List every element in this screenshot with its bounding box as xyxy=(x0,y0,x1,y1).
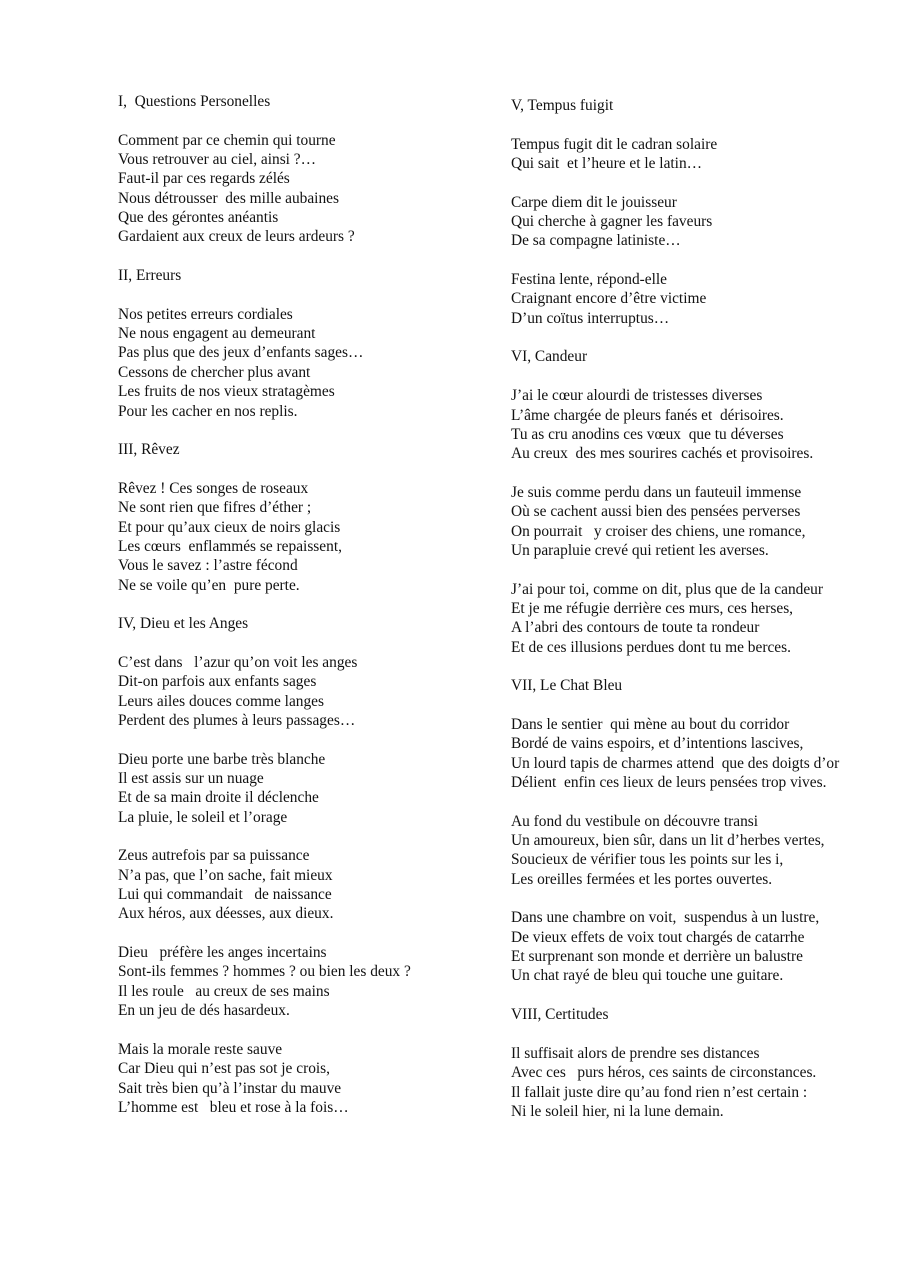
poem-line: Soucieux de vérifier tous les points sur les i, xyxy=(511,851,784,869)
poem-section xyxy=(118,440,490,595)
poem-line: Mais la morale reste sauve xyxy=(118,1040,283,1058)
poem-line: Leurs ailes douces comme langes xyxy=(118,692,324,710)
poem-line: J’ai le cœur alourdi de tristesses diverses xyxy=(511,387,763,405)
poem-line: Et surprenant son monde et derrière un balustre xyxy=(511,948,803,966)
poem-stanza xyxy=(511,135,891,174)
poem-line: Bordé de vains espoirs, et d’intentions lascives, xyxy=(511,735,804,753)
poem-line: L’homme est bleu et rose à la fois… xyxy=(118,1098,349,1116)
poem-stanza xyxy=(118,131,490,247)
poem-line: La pluie, le soleil et l’orage xyxy=(118,808,288,826)
poem-title: V, Tempus fuigit xyxy=(511,97,614,114)
poem-line: Dit-on parfois aux enfants sages xyxy=(118,673,317,691)
poem-line: Vous retrouver au ciel, ainsi ?… xyxy=(118,151,317,169)
poem-line: Nous détrousser des mille aubaines xyxy=(118,189,339,207)
poem-line: Dans une chambre on voit, suspendus à un lustre, xyxy=(511,909,820,927)
poem-line: Au fond du vestibule on découvre transi xyxy=(511,812,759,830)
poem-line: Nos petites erreurs cordiales xyxy=(118,305,293,323)
poem-line: Lui qui commandait de naissance xyxy=(118,886,332,904)
poem-stanza xyxy=(511,193,891,251)
left-column xyxy=(118,92,490,1117)
poem-stanza xyxy=(511,580,891,657)
poem-line: Cessons de chercher plus avant xyxy=(118,363,311,381)
poem-title: IV, Dieu et les Anges xyxy=(118,615,249,633)
poem-title: VIII, Certitudes xyxy=(511,1006,609,1024)
poem-line: Les cœurs enflammés se repaissent, xyxy=(118,537,342,555)
poem-line: On pourrait y croiser des chiens, une romance, xyxy=(511,522,806,540)
poem-line: Un chat rayé de bleu qui touche une guitare. xyxy=(511,967,784,985)
poem-stanza xyxy=(118,943,490,1020)
poem-line: Aux héros, aux déesses, aux dieux. xyxy=(118,905,334,923)
poem-section xyxy=(118,614,490,1117)
poem-stanza xyxy=(511,908,891,985)
poem-line: Comment par ce chemin qui tourne xyxy=(118,131,336,149)
poem-stanza xyxy=(118,305,490,421)
poem-line: Et pour qu’aux cieux de noirs glacis xyxy=(118,518,341,536)
poem-title: VI, Candeur xyxy=(511,348,588,366)
poem-stanza xyxy=(118,653,490,730)
poem-stanza xyxy=(118,846,490,923)
poem-line: J’ai pour toi, comme on dit, plus que de la candeur xyxy=(511,580,824,598)
poem-section xyxy=(511,676,891,986)
poem-title: VII, Le Chat Bleu xyxy=(511,677,623,695)
poem-line: Dieu préfère les anges incertains xyxy=(118,944,327,962)
poem-title: I, Questions Personelles xyxy=(118,93,271,110)
poem-line: Ne se voile qu’en pure perte. xyxy=(118,576,300,594)
poem-line: Il les roule au creux de ses mains xyxy=(118,982,330,1000)
poem-line: C’est dans l’azur qu’on voit les anges xyxy=(118,653,358,671)
poem-line: En un jeu de dés hasardeux. xyxy=(118,1002,290,1020)
poem-line: Je suis comme perdu dans un fauteuil immense xyxy=(511,483,802,501)
poem-line: Rêvez ! Ces songes de roseaux xyxy=(118,479,309,497)
poem-line: Tempus fugit dit le cadran solaire xyxy=(511,135,718,153)
poem-title: III, Rêvez xyxy=(118,441,180,459)
poem-line: Et je me réfugie derrière ces murs, ces herses, xyxy=(511,599,794,617)
poem-line: Pas plus que des jeux d’enfants sages… xyxy=(118,344,364,362)
poem-line: N’a pas, que l’on sache, fait mieux xyxy=(118,866,333,884)
poem-line: L’âme chargée de pleurs fanés et dérisoires. xyxy=(511,406,784,424)
poem-line: Ne nous engagent au demeurant xyxy=(118,325,316,343)
poem-stanza xyxy=(511,483,891,560)
poem-section xyxy=(118,92,490,247)
poem-line: Qui sait et l’heure et le latin… xyxy=(511,155,703,173)
poem-stanza xyxy=(118,1040,490,1117)
poem-line: Ne sont rien que fifres d’éther ; xyxy=(118,499,312,517)
poem-title: II, Erreurs xyxy=(118,267,182,285)
poem-line: Un amoureux, bien sûr, dans un lit d’herbes vertes, xyxy=(511,832,825,850)
poem-line: Et de sa main droite il déclenche xyxy=(118,789,319,807)
poem-section xyxy=(118,266,490,421)
poem-line: A l’abri des contours de toute ta rondeur xyxy=(511,619,760,637)
poem-line: De vieux effets de voix tout chargés de catarrhe xyxy=(511,928,805,946)
poem-line: Carpe diem dit le jouisseur xyxy=(511,193,677,211)
poem-line: Faut-il par ces regards zélés xyxy=(118,170,290,188)
poem-stanza xyxy=(118,750,490,827)
poem-line: Délient enfin ces lieux de leurs pensées trop vives. xyxy=(511,774,827,792)
poem-line: Il suffisait alors de prendre ses distances xyxy=(511,1044,760,1062)
poem-stanza xyxy=(511,812,891,889)
poem-line: Zeus autrefois par sa puissance xyxy=(118,847,310,865)
poem-line: Vous le savez : l’astre fécond xyxy=(118,557,298,575)
poem-line: Où se cachent aussi bien des pensées perverses xyxy=(511,503,801,521)
poem-line: Dieu porte une barbe très blanche xyxy=(118,750,326,768)
poem-line: Sont-ils femmes ? hommes ? ou bien les deux ? xyxy=(118,963,411,981)
poem-line: De sa compagne latiniste… xyxy=(511,232,681,250)
right-column xyxy=(511,96,891,1121)
poem-line: Car Dieu qui n’est pas sot je crois, xyxy=(118,1060,331,1078)
poem-stanza xyxy=(511,386,891,463)
poem-line: Ni le soleil hier, ni la lune demain. xyxy=(511,1102,724,1120)
poem-section xyxy=(511,96,891,328)
poem-line: Il est assis sur un nuage xyxy=(118,770,264,788)
poem-line: Festina lente, répond-elle xyxy=(511,271,667,289)
poem-line: Les fruits de nos vieux stratagèmes xyxy=(118,383,335,401)
poem-line: Perdent des plumes à leurs passages… xyxy=(118,712,356,729)
poem-section xyxy=(511,1005,891,1121)
poem-stanza xyxy=(118,479,490,595)
poem-line: Un parapluie crevé qui retient les averses. xyxy=(511,541,769,559)
poem-stanza xyxy=(511,270,891,328)
poem-line: Dans le sentier qui mène au bout du corridor xyxy=(511,716,790,733)
poem-line: Gardaient aux creux de leurs ardeurs ? xyxy=(118,228,355,246)
poem-line: Craignant encore d’être victime xyxy=(511,290,707,308)
poem-line: Tu as cru anodins ces vœux que tu déverses xyxy=(511,425,784,443)
poem-line: Pour les cacher en nos replis. xyxy=(118,402,298,420)
poem-line: Sait très bien qu’à l’instar du mauve xyxy=(118,1079,342,1097)
poem-line: Qui cherche à gagner les faveurs xyxy=(511,213,713,231)
poem-line: Et de ces illusions perdues dont tu me berces. xyxy=(511,638,791,656)
poem-line: Il fallait juste dire qu’au fond rien n’est certain : xyxy=(511,1083,808,1101)
poem-stanza xyxy=(511,1044,891,1121)
poem-line: Au creux des mes sourires cachés et provisoires. xyxy=(511,445,814,463)
poem-line: Un lourd tapis de charmes attend que des doigts d’or xyxy=(511,754,840,772)
poem-section xyxy=(511,347,891,657)
poem-line: Avec ces purs héros, ces saints de circonstances. xyxy=(511,1064,817,1082)
poem-line: Les oreilles fermées et les portes ouvertes. xyxy=(511,870,773,888)
poem-line: D’un coïtus interruptus… xyxy=(511,309,670,327)
poem-stanza xyxy=(511,715,891,792)
poem-line: Que des gérontes anéantis xyxy=(118,209,279,227)
